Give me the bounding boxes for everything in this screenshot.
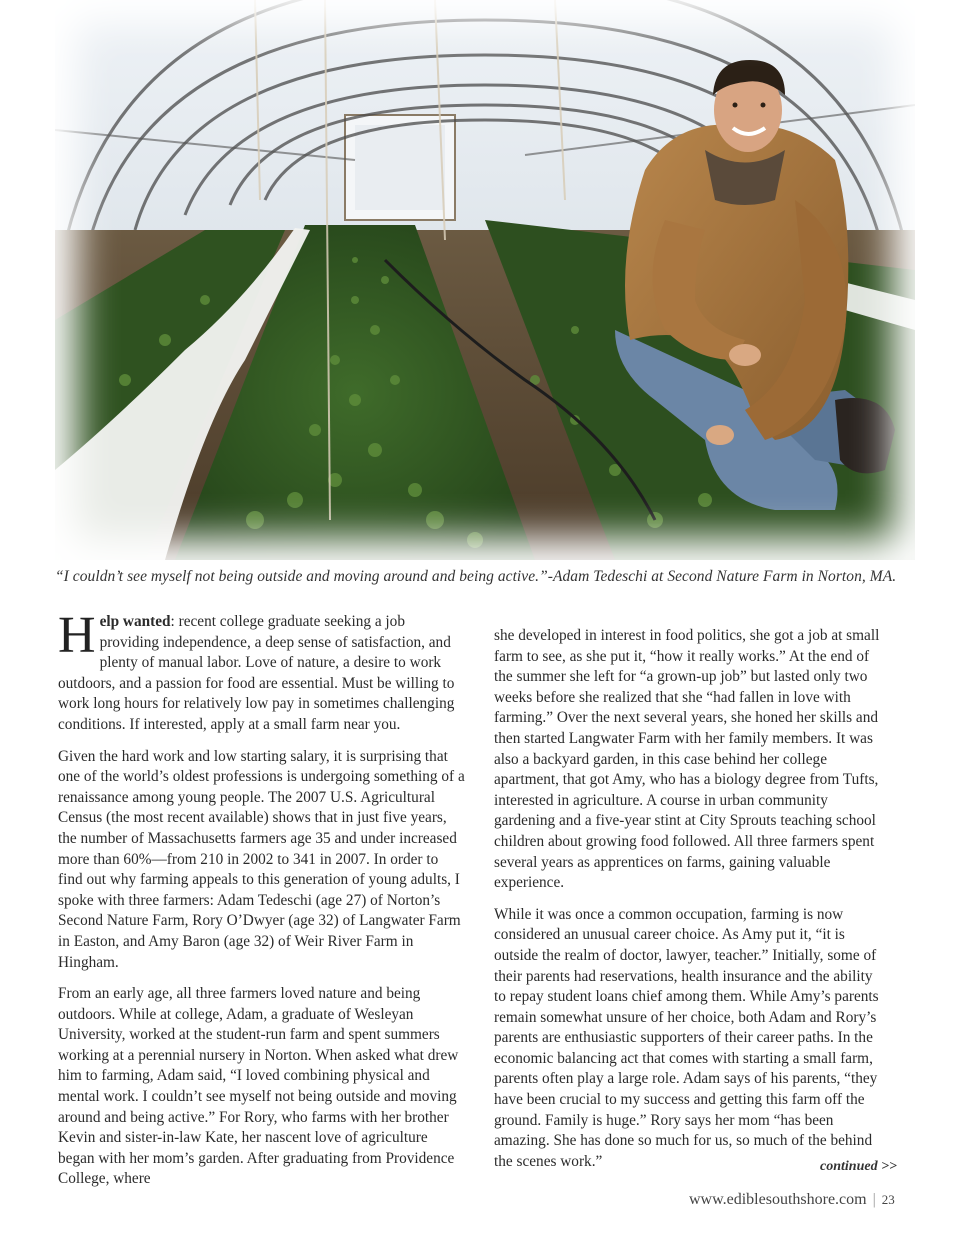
page-number: 23 — [881, 1192, 895, 1207]
footer-website[interactable]: www.ediblesouthshore.com — [689, 1191, 867, 1208]
footer-separator: | — [872, 1191, 876, 1208]
drop-cap: H — [58, 607, 96, 664]
lead-bold-text: elp wanted — [99, 613, 171, 630]
article-column-left — [58, 607, 466, 1201]
paragraph: she developed in interest in food politics, she got a job at small farm to see, as she put it, “how it really works.” At the end of the summer she left for “a grown-up job” but lasted only two weeks before she realized that she “had fallen in love with farming.” Over the next several years, she honed her skills and then started Langwater Farm with her family members. It was also a backyard garden, in this case behind her college apartment, that got Amy, who has a biology degree from Tufts, interested in agriculture. A course in urban community gardening and a five-year stint at City Sprouts teaching school children about growing food followed. All three farmers spent several years as apprentices on farms, gaining valuable experience. — [494, 627, 880, 892]
paragraph: Given the hard work and low starting salary, it is surprising that one of the world’s oldest professions is undergoing something of a renaissance among young people. The 2007 U.S. Agricultural Census (the most recent available) shows that in just five years, the number of Massachusetts farmers age 35 and under increased more than 60%—from 210 in 2002 to 341 in 2007. In order to find out why farming appeals to this generation of young adults, I spoke with three farmers: Adam Tedeschi (age 27) of Norton’s Second Nature Farm, Rory O’Dwyer (age 32) of Langwater Farm in Easton, and Amy Baron (age 32) of Weir River Farm in Hingham. — [58, 747, 465, 971]
photo-caption: “I couldn’t see myself not being outside and moving around and being active.”-Adam Tedeschi at Second Nature Farm in Norton, MA. — [55, 568, 897, 585]
greenhouse-farmer-photo — [55, 0, 915, 560]
lead-paragraph — [58, 607, 466, 736]
paragraph: From an early age, all three farmers loved nature and being outdoors. While at college, Adam, a graduate of Wesleyan University, worked at the student-run farm and spent summers working at a perennial nursery in Norton. When asked what drew him to farming, Adam said, “I loved combining physical and mental work. I couldn’t see myself not being outside and moving around and being active.” For Rory, who farms with her brother Kevin and sister-in-law Kate, her nascent love of agriculture began with her mom’s garden. After graduating from Providence College, where — [58, 985, 459, 1188]
paragraph: While it was once a common occupation, farming is now considered an unusual career choice. As Amy put it, “it is outside the realm of doctor, lawyer, teacher.” Initially, some of their parents had reservations, health insurance and the ability to repay student loans chief among them. While Amy’s parents remain somewhat unsure of her choice, both Adam and Rory’s parents are enthusiastic supporters of their career paths. In the economic balancing act that comes with starting a small farm, parents often play a large role. Adam says of his parents, “they have been crucial to my success and getting this farm off the ground. Family is huge.” Rory says her mom “has been amazing. She has done so much for us, so much of the behind the scenes work.” — [494, 905, 879, 1170]
continued-link[interactable]: continued >> — [820, 1159, 898, 1174]
page-footer — [689, 1191, 895, 1209]
article-column-right — [494, 626, 884, 1183]
lead-rest-text: : recent college graduate seeking a job providing independence, a deep sense of satisfaction, and plenty of manual labor. Love of nature, a desire to work outdoors, and a passion for food are essential. Must be willing to work long hours for relatively low pay in sometimes challenging conditions. If interested, apply at a small farm near you. — [58, 613, 455, 733]
